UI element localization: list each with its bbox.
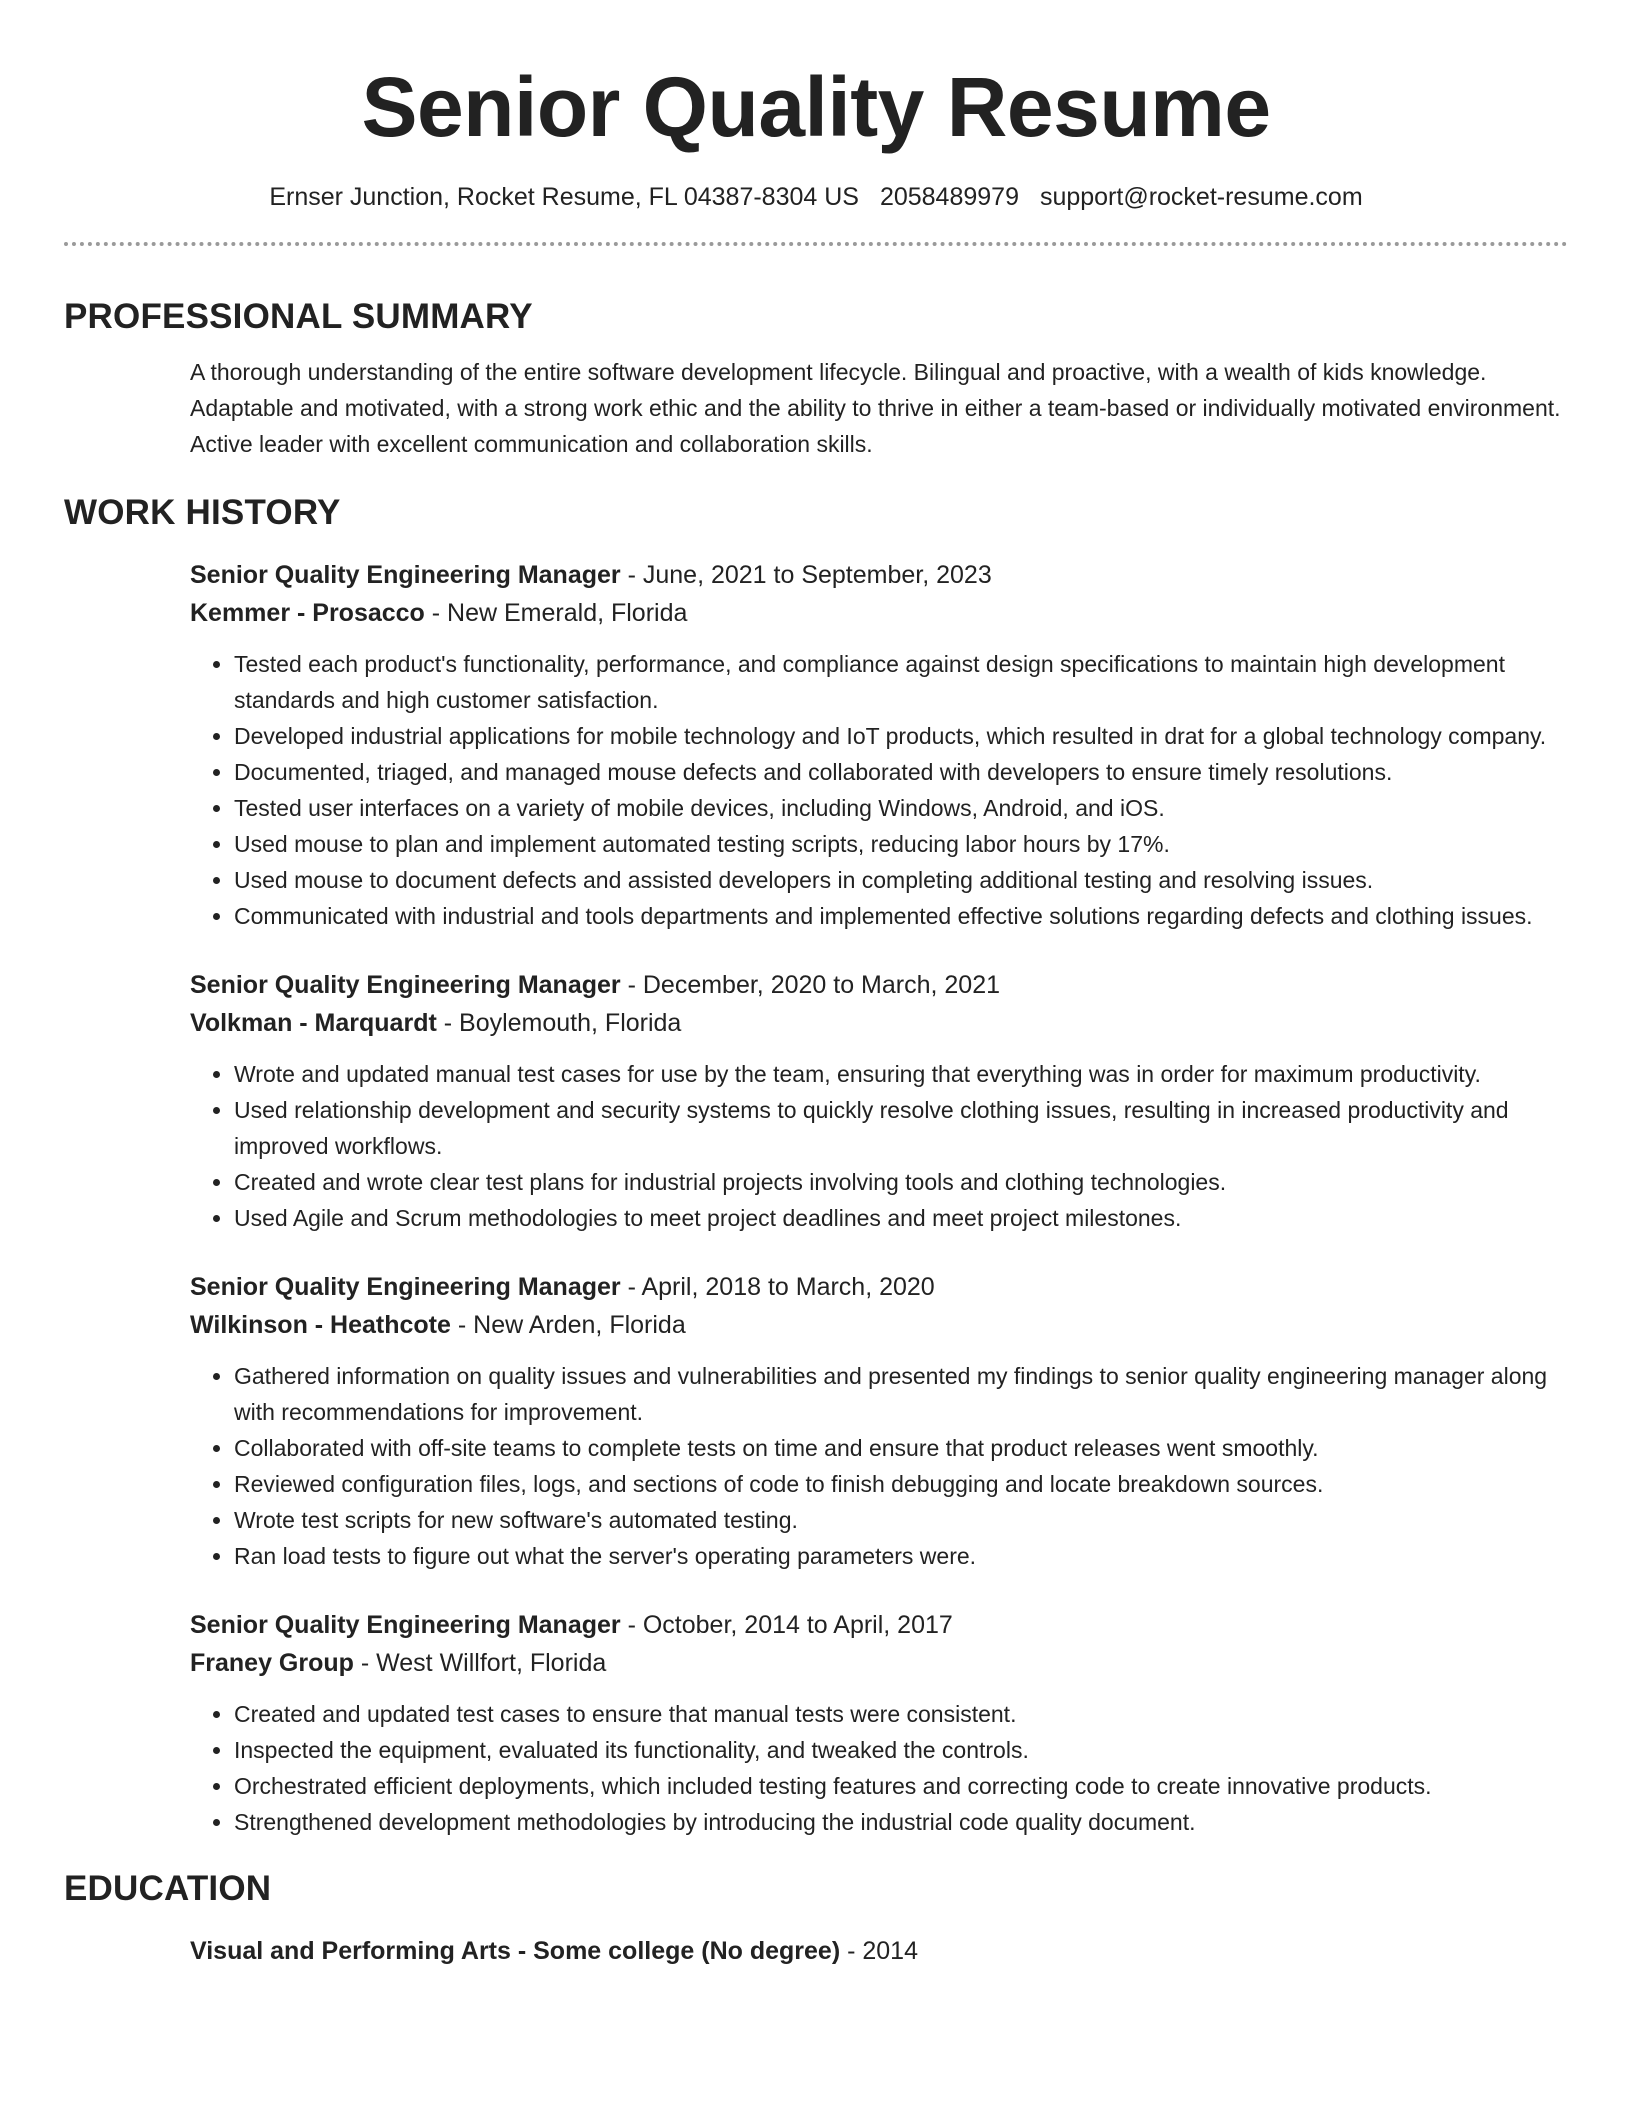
list-item: • Ran load tests to figure out what the server's operating parameters were. xyxy=(234,1538,1568,1574)
job-title-line xyxy=(190,966,1568,1004)
contact-line xyxy=(64,180,1568,214)
job-role: Senior Quality Engineering Manager xyxy=(190,971,621,999)
list-item: • Used Agile and Scrum methodologies to meet project deadlines and meet project milestones. xyxy=(234,1200,1568,1236)
education-body xyxy=(64,1932,1568,1970)
list-item: • Wrote and updated manual test cases for use by the team, ensuring that everything was in order for maximum productivity. xyxy=(234,1056,1568,1092)
education-section xyxy=(64,1866,1568,1970)
job-dates: - December, 2020 to March, 2021 xyxy=(620,971,1001,999)
job-company-line xyxy=(190,1644,1568,1682)
job-company-line xyxy=(190,1306,1568,1344)
job-location: - Boylemouth, Florida xyxy=(436,1009,682,1037)
page-title: Senior Quality Resume xyxy=(361,60,1271,154)
job-location: - New Emerald, Florida xyxy=(424,599,688,627)
job-company-line xyxy=(190,594,1568,632)
list-item: • Reviewed configuration files, logs, and sections of code to finish debugging and locate breakdown sources. xyxy=(234,1466,1568,1502)
job-role: Senior Quality Engineering Manager xyxy=(190,1273,621,1301)
education-year: - 2014 xyxy=(840,1937,918,1965)
list-item: • Inspected the equipment, evaluated its functionality, and tweaked the controls. xyxy=(234,1732,1568,1768)
list-item: • Gathered information on quality issues and vulnerabilities and presented my findings to senior quality engineering manager along with recommendations for improvement. xyxy=(234,1358,1568,1430)
job-dates: - June, 2021 to September, 2023 xyxy=(620,561,992,589)
job-role: Senior Quality Engineering Manager xyxy=(190,561,621,589)
list-item: • Tested user interfaces on a variety of mobile devices, including Windows, Android, and iOS. xyxy=(234,790,1568,826)
header-divider xyxy=(64,242,1568,246)
summary-body xyxy=(64,354,1568,462)
job-title-line xyxy=(190,1268,1568,1306)
job-location: - West Willfort, Florida xyxy=(353,1649,607,1677)
list-item: • Wrote test scripts for new software's automated testing. xyxy=(234,1502,1568,1538)
section-title-education: EDUCATION xyxy=(64,1869,272,1908)
education-entry xyxy=(190,1932,1568,1970)
job-bullets xyxy=(190,646,1568,934)
summary-text: A thorough understanding of the entire software development lifecycle. Bilingual and proactive, with a wealth of kids knowledge. Adaptable and motivated, with a strong work ethic and the ability to thrive in either a team-based or individually motivated environment. Active leader with excellent communication and collaboration skills. xyxy=(190,359,1561,457)
job-title-line xyxy=(190,556,1568,594)
section-title-summary: PROFESSIONAL SUMMARY xyxy=(64,297,533,336)
list-item: • Developed industrial applications for mobile technology and IoT products, which resulted in drat for a global technology company. xyxy=(234,718,1568,754)
list-item: • Collaborated with off-site teams to complete tests on time and ensure that product releases went smoothly. xyxy=(234,1430,1568,1466)
list-item: • Used mouse to plan and implement automated testing scripts, reducing labor hours by 17%. xyxy=(234,826,1568,862)
job-company: Wilkinson - Heathcote xyxy=(190,1311,451,1339)
job-bullets xyxy=(190,1696,1568,1840)
job-entry xyxy=(190,966,1568,1236)
contact-email: support@rocket-resume.com xyxy=(1039,183,1363,211)
job-dates: - April, 2018 to March, 2020 xyxy=(620,1273,935,1301)
job-entry xyxy=(190,1606,1568,1840)
work-body xyxy=(64,556,1568,1840)
list-item: • Used mouse to document defects and assisted developers in completing additional testing and resolving issues. xyxy=(234,862,1568,898)
education-degree: Visual and Performing Arts - Some college (No degree) xyxy=(190,1937,841,1965)
contact-address: Ernser Junction, Rocket Resume, FL 04387-8304 US xyxy=(269,183,859,211)
list-item: • Created and updated test cases to ensure that manual tests were consistent. xyxy=(234,1696,1568,1732)
job-location: - New Arden, Florida xyxy=(450,1311,686,1339)
job-entry xyxy=(190,556,1568,934)
list-item: • Communicated with industrial and tools departments and implemented effective solutions regarding defects and clothing issues. xyxy=(234,898,1568,934)
job-bullets xyxy=(190,1056,1568,1236)
resume-header xyxy=(64,0,1568,214)
work-section xyxy=(64,490,1568,1840)
list-item: • Documented, triaged, and managed mouse defects and collaborated with developers to ensure timely resolutions. xyxy=(234,754,1568,790)
job-company: Kemmer - Prosacco xyxy=(190,599,425,627)
list-item: • Orchestrated efficient deployments, which included testing features and correcting code to create innovative products. xyxy=(234,1768,1568,1804)
job-title-line xyxy=(190,1606,1568,1644)
job-dates: - October, 2014 to April, 2017 xyxy=(620,1611,953,1639)
job-bullets xyxy=(190,1358,1568,1574)
list-item: • Used relationship development and security systems to quickly resolve clothing issues, resulting in increased productivity and improved workflows. xyxy=(234,1092,1568,1164)
summary-section xyxy=(64,294,1568,462)
job-role: Senior Quality Engineering Manager xyxy=(190,1611,621,1639)
contact-phone: 2058489979 xyxy=(879,183,1019,211)
section-title-work: WORK HISTORY xyxy=(64,493,341,532)
list-item: • Tested each product's functionality, performance, and compliance against design specifications to maintain high development standards and high customer satisfaction. xyxy=(234,646,1568,718)
job-entry xyxy=(190,1268,1568,1574)
job-company-line xyxy=(190,1004,1568,1042)
job-company: Franey Group xyxy=(190,1649,354,1677)
list-item: • Strengthened development methodologies by introducing the industrial code quality document. xyxy=(234,1804,1568,1840)
list-item: • Created and wrote clear test plans for industrial projects involving tools and clothing technologies. xyxy=(234,1164,1568,1200)
job-company: Volkman - Marquardt xyxy=(190,1009,437,1037)
